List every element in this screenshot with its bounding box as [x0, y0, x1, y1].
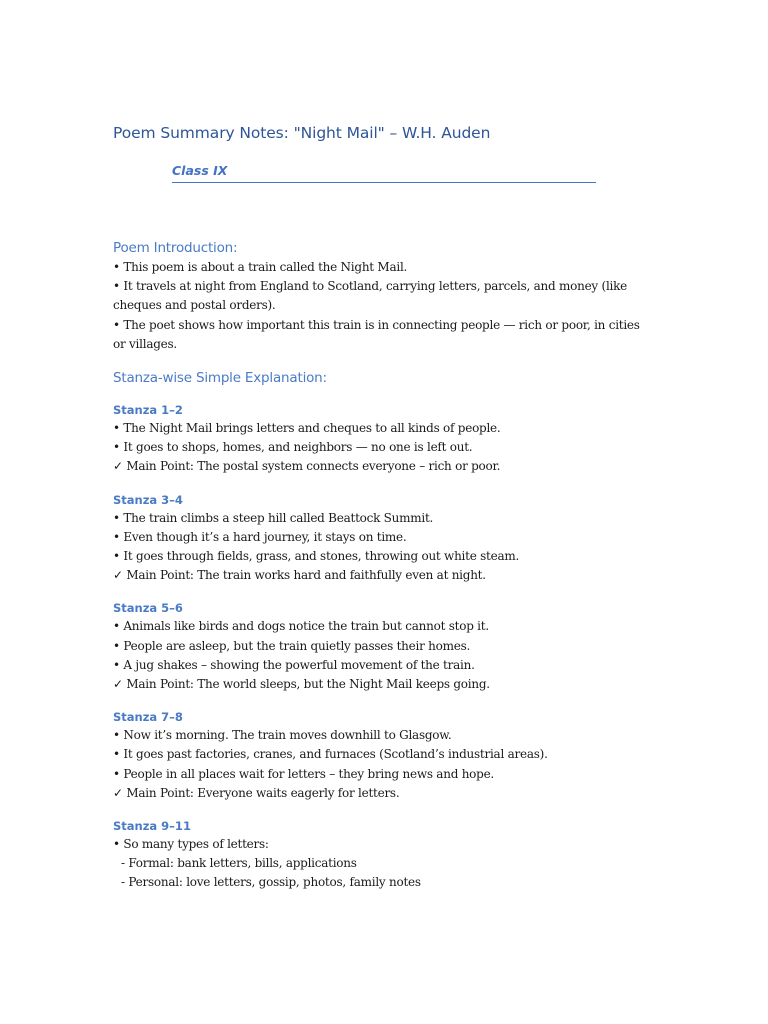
stanza-line: • Now it’s morning. The train moves downhill to Glasgow. — [113, 728, 452, 743]
document-title: Poem Summary Notes: "Night Mail" – W.H. Auden — [113, 124, 491, 142]
stanza-line: • A jug shakes – showing the powerful movement of the train. — [113, 657, 475, 672]
stanza-line: • The Night Mail brings letters and cheques to all kinds of people. — [113, 421, 501, 436]
introduction-heading: Poem Introduction: — [113, 240, 238, 256]
stanza-line: • Animals like birds and dogs notice the train but cannot stop it. — [113, 619, 489, 634]
stanza-block-5-6 — [113, 599, 653, 694]
stanza-sub-line: - Personal: love letters, gossip, photos, family notes — [121, 875, 421, 890]
intro-line: • The poet shows how important this train is in connecting people — rich or poor, in cities or villages. — [113, 317, 640, 351]
stanza-line: • People in all places wait for letters – they bring news and hope. — [113, 766, 494, 781]
stanza-heading: Stanza 1–2 — [113, 403, 183, 418]
introduction-section — [113, 238, 653, 354]
stanza-heading: Stanza 5–6 — [113, 601, 183, 616]
stanza-block-1-2 — [113, 401, 653, 477]
main-point-line: ✓ Main Point: Everyone waits eagerly for letters. — [113, 785, 400, 800]
stanza-line: • It goes to shops, homes, and neighbors — no one is left out. — [113, 440, 473, 455]
main-point-line: ✓ Main Point: The train works hard and faithfully even at night. — [113, 568, 486, 583]
stanza-line: • The train climbs a steep hill called Beattock Summit. — [113, 510, 434, 525]
stanza-heading: Stanza 7–8 — [113, 710, 183, 725]
intro-line: • It travels at night from England to Scotland, carrying letters, parcels, and money (like cheques and postal orders). — [113, 279, 627, 313]
stanza-line: • It goes through fields, grass, and stones, throwing out white steam. — [113, 549, 520, 564]
stanza-block-7-8 — [113, 708, 653, 803]
stanza-line: • So many types of letters: — [113, 837, 269, 852]
main-point-line: ✓ Main Point: The postal system connects everyone – rich or poor. — [113, 459, 501, 474]
stanza-block-3-4 — [113, 491, 653, 586]
class-label: Class IX — [172, 163, 596, 183]
document-body — [113, 238, 653, 893]
stanza-line: • Even though it’s a hard journey, it stays on time. — [113, 529, 407, 544]
stanza-line: • It goes past factories, cranes, and furnaces (Scotland’s industrial areas). — [113, 747, 548, 762]
explanation-heading: Stanza-wise Simple Explanation: — [113, 370, 327, 387]
stanza-line: • People are asleep, but the train quietly passes their homes. — [113, 638, 471, 653]
stanza-heading: Stanza 9–11 — [113, 819, 191, 834]
explanation-section — [113, 368, 653, 893]
intro-line: • This poem is about a train called the Night Mail. — [113, 260, 408, 274]
stanza-sub-line: - Formal: bank letters, bills, applications — [121, 856, 357, 871]
stanza-heading: Stanza 3–4 — [113, 492, 183, 507]
stanza-block-9-11 — [113, 817, 653, 893]
main-point-line: ✓ Main Point: The world sleeps, but the Night Mail keeps going. — [113, 677, 490, 692]
